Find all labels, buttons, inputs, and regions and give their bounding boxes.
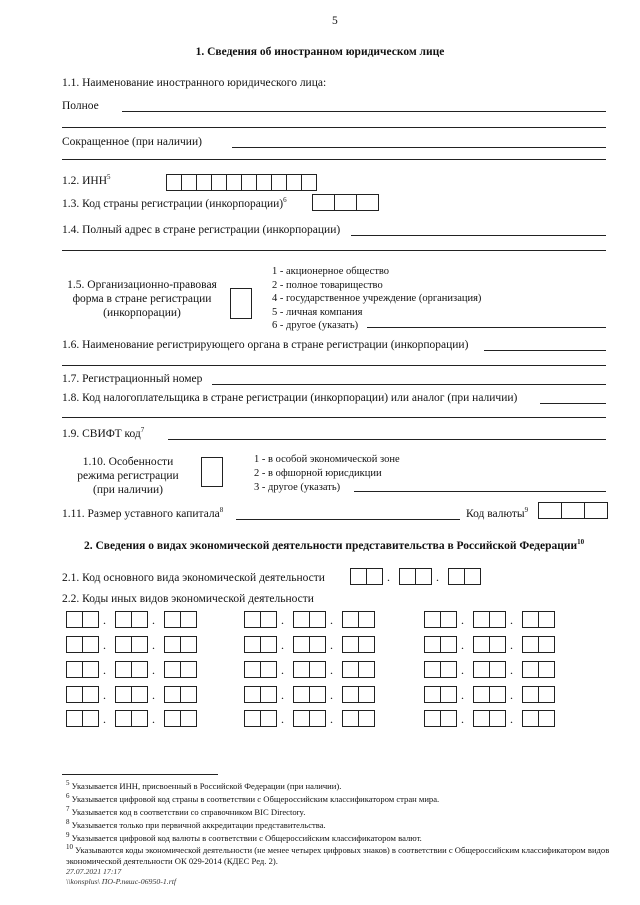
taxpayer-code-field[interactable]	[540, 403, 606, 404]
other-activity-digit-cell[interactable]	[164, 636, 181, 653]
other-activity-digit-cell[interactable]	[473, 611, 490, 628]
address-field[interactable]	[351, 235, 606, 236]
inn-digit-cell[interactable]	[301, 174, 317, 191]
currency-digit-cell[interactable]	[538, 502, 562, 519]
legal-form-other-field[interactable]	[367, 327, 606, 328]
other-activity-digit-cell[interactable]	[522, 636, 539, 653]
footnote-6: $^6$ Указывается цифровой код страны в соответствии с Общероссийским классификатором стран мира.	[66, 792, 440, 804]
inn-label: 1.2. ИНН$^5$	[62, 173, 111, 187]
other-activity-digit-cell[interactable]	[164, 686, 181, 703]
code-separator: .	[152, 663, 155, 677]
other-activity-digit-cell[interactable]	[260, 661, 277, 678]
currency-digit-cell[interactable]	[561, 502, 585, 519]
other-activity-digit-cell[interactable]	[440, 611, 457, 628]
other-activity-digit-cell[interactable]	[489, 636, 506, 653]
other-activity-digit-cell[interactable]	[522, 661, 539, 678]
footnote-8: $^8$ Указывается только при первичной аккредитации представительства.	[66, 818, 326, 830]
other-activity-digit-cell[interactable]	[293, 661, 310, 678]
full-name-field[interactable]	[122, 111, 606, 112]
other-activity-digit-cell[interactable]	[180, 710, 197, 727]
other-activity-digit-cell[interactable]	[115, 710, 132, 727]
other-activity-digit-cell[interactable]	[538, 636, 555, 653]
main-activity-digit-cell[interactable]	[415, 568, 432, 585]
code-separator: .	[461, 663, 464, 677]
other-activity-digit-cell[interactable]	[358, 710, 375, 727]
field-1-1-label: 1.1. Наименование иностранного юридического лица:	[62, 77, 327, 89]
other-activity-digit-cell[interactable]	[538, 710, 555, 727]
print-date: 27.07.2021 17:17	[66, 867, 122, 876]
code-separator: .	[510, 688, 513, 702]
other-activity-digit-cell[interactable]	[131, 611, 148, 628]
full-name-field-line2[interactable]	[62, 127, 606, 128]
other-activity-digit-cell[interactable]	[473, 636, 490, 653]
other-activity-digit-cell[interactable]	[164, 611, 181, 628]
other-activity-digit-cell[interactable]	[180, 611, 197, 628]
other-activity-digit-cell[interactable]	[82, 611, 99, 628]
inn-digit-cell[interactable]	[181, 174, 197, 191]
other-activity-digit-cell[interactable]	[473, 686, 490, 703]
main-activity-digit-cell[interactable]	[350, 568, 367, 585]
other-activity-digit-cell[interactable]	[358, 611, 375, 628]
code-separator: .	[510, 638, 513, 652]
code-separator: .	[152, 712, 155, 726]
other-activity-digit-cell[interactable]	[131, 686, 148, 703]
legal-form-options	[272, 265, 481, 333]
other-activity-digit-cell[interactable]	[538, 686, 555, 703]
short-name-label: Сокращенное (при наличии)	[62, 136, 202, 148]
other-activity-digit-cell[interactable]	[489, 611, 506, 628]
other-activity-digit-cell[interactable]	[115, 661, 132, 678]
footnote-10: $^{10}$ Указываются коды экономической деятельности (не менее четырех цифровых знаков) в соответствии с Общероссийским классификатором видов экономической деятельности ОК 029-2014 (КДЕС Ред. 2).	[66, 843, 610, 866]
inn-digit-cell[interactable]	[286, 174, 302, 191]
code-separator: .	[461, 613, 464, 627]
other-activity-digit-cell[interactable]	[115, 636, 132, 653]
other-activity-digit-cell[interactable]	[260, 686, 277, 703]
other-activity-digit-cell[interactable]	[180, 686, 197, 703]
other-activities-label: 2.2. Коды иных видов экономической деятельности	[62, 593, 314, 605]
other-activity-digit-cell[interactable]	[260, 710, 277, 727]
other-activity-digit-cell[interactable]	[424, 710, 441, 727]
other-activity-digit-cell[interactable]	[244, 686, 261, 703]
section1-title: 1. Сведения об иностранном юридическом лице	[195, 46, 445, 58]
registrar-field-line2[interactable]	[62, 365, 606, 366]
code-separator: .	[281, 663, 284, 677]
other-activity-digit-cell[interactable]	[440, 686, 457, 703]
other-activity-digit-cell[interactable]	[342, 686, 359, 703]
other-activity-digit-cell[interactable]	[424, 636, 441, 653]
other-activity-digit-cell[interactable]	[244, 661, 261, 678]
code-separator: .	[510, 712, 513, 726]
other-activity-digit-cell[interactable]	[115, 611, 132, 628]
other-activity-digit-cell[interactable]	[424, 686, 441, 703]
swift-field[interactable]	[168, 439, 606, 440]
swift-label: 1.9. СВИФТ код$^7$	[62, 426, 145, 440]
other-activity-digit-cell[interactable]	[115, 686, 132, 703]
legal-form-option: 4 - государственное учреждение (организация)	[272, 293, 482, 304]
footnote-divider	[62, 774, 218, 775]
code-separator: .	[103, 688, 106, 702]
other-activity-digit-cell[interactable]	[358, 636, 375, 653]
other-activity-digit-cell[interactable]	[358, 686, 375, 703]
other-activity-digit-cell[interactable]	[309, 710, 326, 727]
other-activity-digit-cell[interactable]	[293, 611, 310, 628]
code-separator: .	[436, 570, 439, 584]
other-activity-digit-cell[interactable]	[342, 636, 359, 653]
capital-label: 1.11. Размер уставного капитала$^8$	[62, 506, 224, 520]
code-separator: .	[152, 638, 155, 652]
regime-label: 1.10. Особенности режима регистрации (при наличии)	[77, 456, 179, 496]
main-activity-digit-cell[interactable]	[399, 568, 416, 585]
short-name-field-line2[interactable]	[62, 159, 606, 160]
inn-digit-cell[interactable]	[211, 174, 227, 191]
code-separator: .	[461, 712, 464, 726]
other-activity-digit-cell[interactable]	[180, 661, 197, 678]
code-separator: .	[387, 570, 390, 584]
code-separator: .	[152, 688, 155, 702]
other-activity-digit-cell[interactable]	[440, 661, 457, 678]
code-separator: .	[330, 663, 333, 677]
other-activity-digit-cell[interactable]	[180, 636, 197, 653]
legal-form-label: 1.5. Организационно-правовая форма в стране регистрации (инкорпорации)	[67, 279, 217, 319]
reg-number-field[interactable]	[212, 384, 606, 385]
code-separator: .	[510, 613, 513, 627]
other-activity-digit-cell[interactable]	[440, 636, 457, 653]
code-separator: .	[103, 712, 106, 726]
code-separator: .	[152, 613, 155, 627]
other-activity-digit-cell[interactable]	[82, 710, 99, 727]
registrar-field[interactable]	[484, 350, 606, 351]
inn-digit-cell[interactable]	[166, 174, 182, 191]
code-separator: .	[103, 638, 106, 652]
code-separator: .	[461, 688, 464, 702]
inn-digit-cell[interactable]	[256, 174, 272, 191]
reg-number-label: 1.7. Регистрационный номер	[62, 373, 203, 385]
page-number: 5	[332, 15, 338, 27]
regime-option: 1 - в особой экономической зоне	[254, 454, 400, 465]
other-activity-digit-cell[interactable]	[66, 636, 83, 653]
regime-box[interactable]	[201, 457, 223, 487]
inn-digit-cell[interactable]	[271, 174, 287, 191]
currency-label: Код валюты$^9$	[466, 506, 529, 520]
legal-form-option: 5 - личная компания	[272, 306, 363, 318]
full-name-label: Полное	[62, 100, 99, 112]
other-activity-digit-cell[interactable]	[473, 661, 490, 678]
regime-options	[254, 453, 400, 495]
other-activity-digit-cell[interactable]	[538, 661, 555, 678]
legal-form-box[interactable]	[230, 288, 252, 319]
other-activity-digit-cell[interactable]	[424, 611, 441, 628]
country-code-digit-cell[interactable]	[334, 194, 357, 211]
other-activity-digit-cell[interactable]	[131, 661, 148, 678]
other-activity-digit-cell[interactable]	[164, 661, 181, 678]
other-activity-digit-cell[interactable]	[293, 686, 310, 703]
other-activity-digit-cell[interactable]	[440, 710, 457, 727]
inn-digit-cell[interactable]	[241, 174, 257, 191]
section2-title: 2. Сведения о видах экономической деятельности представительства в Российской Федерации$^{10}$	[84, 538, 585, 552]
code-separator: .	[330, 688, 333, 702]
other-activity-digit-cell[interactable]	[66, 611, 83, 628]
other-activity-digit-cell[interactable]	[538, 611, 555, 628]
other-activity-digit-cell[interactable]	[293, 710, 310, 727]
regime-option: 2 - в офшорной юрисдикции	[254, 468, 382, 479]
other-activity-digit-cell[interactable]	[131, 636, 148, 653]
other-activity-digit-cell[interactable]	[260, 611, 277, 628]
other-activity-digit-cell[interactable]	[358, 661, 375, 678]
other-activity-digit-cell[interactable]	[342, 611, 359, 628]
taxpayer-code-label: 1.8. Код налогоплательщика в стране регистрации (инкорпорации) или аналог (при наличии)	[62, 392, 518, 404]
other-activity-digit-cell[interactable]	[522, 611, 539, 628]
other-activity-digit-cell[interactable]	[489, 710, 506, 727]
other-activity-digit-cell[interactable]	[293, 636, 310, 653]
other-activity-digit-cell[interactable]	[164, 710, 181, 727]
legal-form-option: 2 - полное товарищество	[272, 279, 383, 291]
code-separator: .	[103, 663, 106, 677]
code-separator: .	[281, 638, 284, 652]
file-path: \\konsplus\ ПО-Р.пвшс-06950-1.rtf	[66, 877, 177, 886]
country-code-digit-cell[interactable]	[356, 194, 379, 211]
inn-digit-cell[interactable]	[196, 174, 212, 191]
main-activity-digit-cell[interactable]	[366, 568, 383, 585]
other-activity-digit-cell[interactable]	[424, 661, 441, 678]
registrar-label: 1.6. Наименование регистрирующего органа в стране регистрации (инкорпорации)	[62, 339, 469, 351]
footnote-5: $^5$ Указывается ИНН, присвоенный в Российской Федерации (при наличии).	[66, 779, 342, 791]
taxpayer-code-field-line2[interactable]	[62, 417, 606, 418]
legal-form-option: 1 - акционерное общество	[272, 266, 390, 277]
other-activity-digit-cell[interactable]	[82, 661, 99, 678]
regime-option: 3 - другое (указать)	[254, 482, 341, 493]
code-separator: .	[330, 638, 333, 652]
other-activity-digit-cell[interactable]	[309, 611, 326, 628]
other-activity-digit-cell[interactable]	[489, 661, 506, 678]
inn-digit-cell[interactable]	[226, 174, 242, 191]
other-activity-digit-cell[interactable]	[489, 686, 506, 703]
other-activity-digit-cell[interactable]	[473, 710, 490, 727]
other-activity-digit-cell[interactable]	[522, 686, 539, 703]
footnote-7: $^7$ Указывается код в соответствии со справочником BIC Directory.	[66, 805, 306, 817]
main-activity-digit-cell[interactable]	[448, 568, 465, 585]
other-activity-digit-cell[interactable]	[522, 710, 539, 727]
currency-digit-cell[interactable]	[584, 502, 608, 519]
other-activity-digit-cell[interactable]	[309, 686, 326, 703]
code-separator: .	[281, 688, 284, 702]
other-activity-digit-cell[interactable]	[66, 710, 83, 727]
other-activity-digit-cell[interactable]	[244, 636, 261, 653]
capital-field[interactable]	[236, 519, 460, 520]
short-name-field[interactable]	[232, 147, 606, 148]
other-activity-digit-cell[interactable]	[260, 636, 277, 653]
other-activity-digit-cell[interactable]	[244, 710, 261, 727]
code-separator: .	[281, 613, 284, 627]
main-activity-digit-cell[interactable]	[464, 568, 481, 585]
main-activity-label: 2.1. Код основного вида экономической деятельности	[62, 572, 325, 584]
address-label: 1.4. Полный адрес в стране регистрации (инкорпорации)	[62, 224, 341, 236]
code-separator: .	[510, 663, 513, 677]
other-activity-digit-cell[interactable]	[66, 686, 83, 703]
other-activity-digit-cell[interactable]	[342, 661, 359, 678]
country-code-label: 1.3. Код страны регистрации (инкорпорации)$^6$	[62, 196, 287, 210]
regime-other-field[interactable]	[354, 491, 606, 492]
other-activity-digit-cell[interactable]	[244, 611, 261, 628]
address-field-line2[interactable]	[62, 250, 606, 251]
code-separator: .	[330, 613, 333, 627]
other-activity-digit-cell[interactable]	[309, 636, 326, 653]
other-activity-digit-cell[interactable]	[309, 661, 326, 678]
footnote-9: $^9$ Указывается цифровой код валюты в соответствии с Общероссийским классификатором валют.	[66, 831, 422, 843]
country-code-digit-cell[interactable]	[312, 194, 335, 211]
code-separator: .	[281, 712, 284, 726]
other-activity-digit-cell[interactable]	[82, 636, 99, 653]
code-separator: .	[461, 638, 464, 652]
code-separator: .	[330, 712, 333, 726]
other-activity-digit-cell[interactable]	[342, 710, 359, 727]
other-activity-digit-cell[interactable]	[82, 686, 99, 703]
legal-form-option: 6 - другое (указать)	[272, 320, 359, 331]
other-activity-digit-cell[interactable]	[66, 661, 83, 678]
code-separator: .	[103, 613, 106, 627]
other-activity-digit-cell[interactable]	[131, 710, 148, 727]
